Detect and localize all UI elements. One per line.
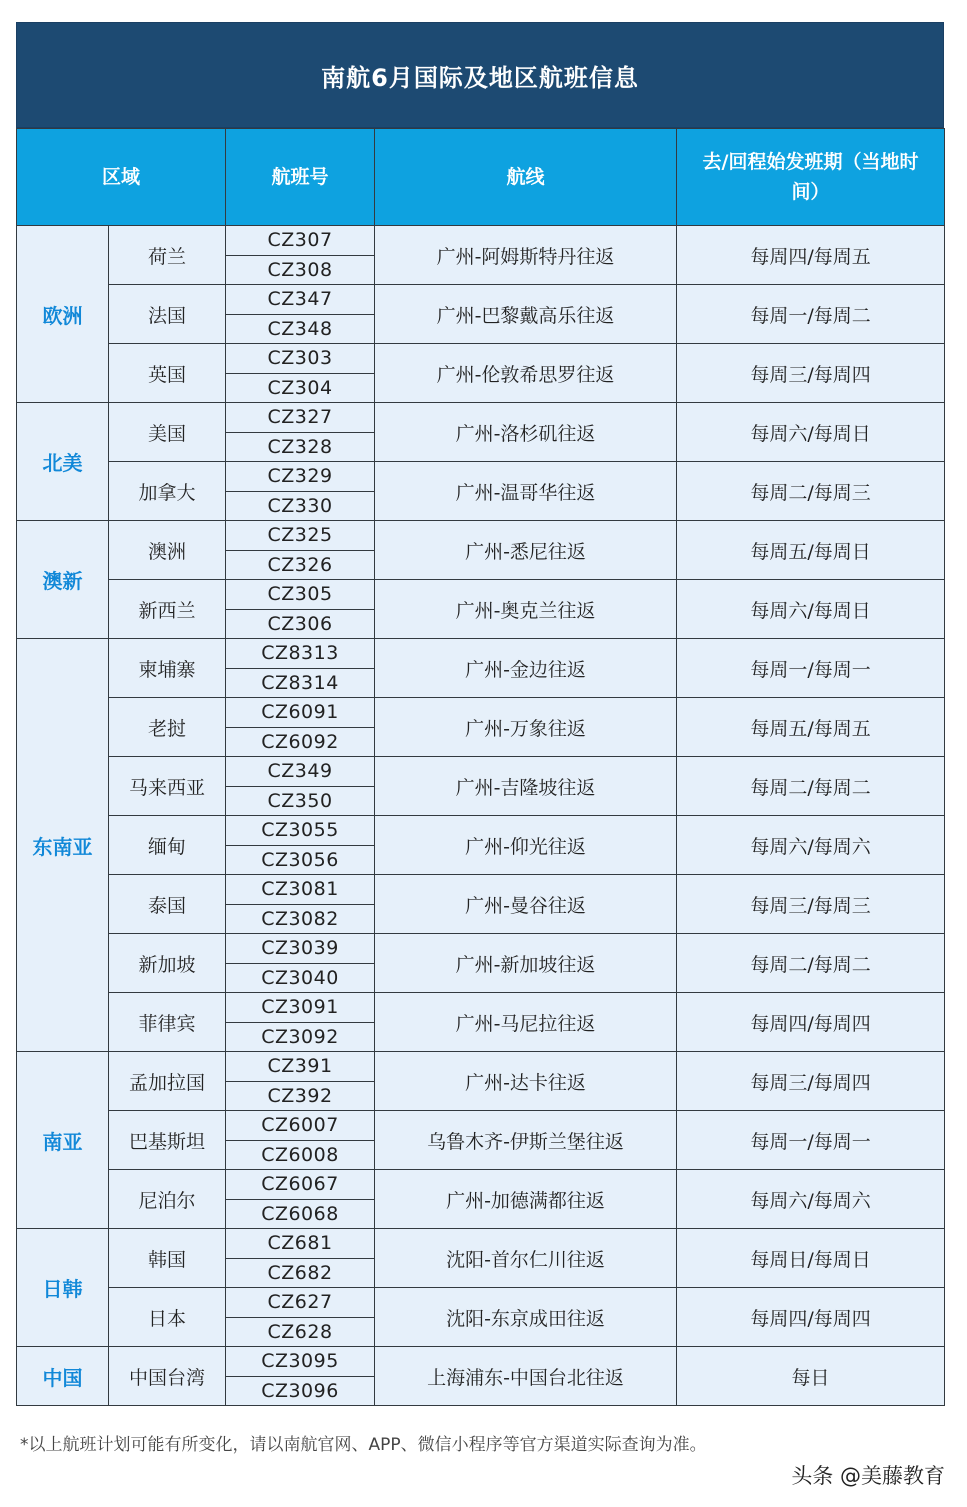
region-cell: 日韩 — [17, 1229, 109, 1347]
table-row — [17, 1170, 945, 1200]
schedule-cell: 每周二/每周二 — [677, 934, 945, 993]
flight-number-cell: CZ303 — [226, 344, 375, 374]
country-cell: 加拿大 — [109, 462, 226, 521]
table-row — [17, 462, 945, 492]
flight-number-cell: CZ391 — [226, 1052, 375, 1082]
header-route: 航线 — [375, 129, 677, 226]
table-body — [17, 226, 945, 1406]
flight-number-cell: CZ6091 — [226, 698, 375, 728]
flight-table — [16, 128, 945, 1406]
route-cell: 广州-伦敦希思罗往返 — [375, 344, 677, 403]
flight-number-cell: CZ6007 — [226, 1111, 375, 1141]
table-row — [17, 993, 945, 1023]
table-row — [17, 1229, 945, 1259]
flight-number-cell: CZ308 — [226, 255, 375, 285]
country-cell: 老挝 — [109, 698, 226, 757]
route-cell: 沈阳-首尔仁川往返 — [375, 1229, 677, 1288]
country-cell: 巴基斯坦 — [109, 1111, 226, 1170]
region-cell: 欧洲 — [17, 226, 109, 403]
schedule-cell: 每周三/每周四 — [677, 1052, 945, 1111]
table-row — [17, 875, 945, 905]
schedule-cell: 每周六/每周日 — [677, 580, 945, 639]
schedule-cell: 每周六/每周六 — [677, 1170, 945, 1229]
route-cell: 广州-金边往返 — [375, 639, 677, 698]
flight-number-cell: CZ305 — [226, 580, 375, 610]
flight-number-cell: CZ3095 — [226, 1347, 375, 1377]
flight-number-cell: CZ306 — [226, 609, 375, 639]
schedule-cell: 每周六/每周六 — [677, 816, 945, 875]
table-title: 南航6月国际及地区航班信息 — [16, 22, 944, 128]
header-region: 区域 — [17, 129, 226, 226]
route-cell: 广州-悉尼往返 — [375, 521, 677, 580]
table-row — [17, 639, 945, 669]
schedule-cell: 每周日/每周日 — [677, 1229, 945, 1288]
route-cell: 乌鲁木齐-伊斯兰堡往返 — [375, 1111, 677, 1170]
schedule-cell: 每日 — [677, 1347, 945, 1406]
table-row — [17, 285, 945, 315]
flight-info-table-container — [16, 22, 944, 1406]
country-cell: 泰国 — [109, 875, 226, 934]
schedule-cell: 每周三/每周四 — [677, 344, 945, 403]
watermark: 头条 @美藤教育 — [791, 1464, 945, 1488]
flight-number-cell: CZ3096 — [226, 1376, 375, 1406]
table-row — [17, 816, 945, 846]
flight-number-cell: CZ326 — [226, 550, 375, 580]
schedule-cell: 每周四/每周五 — [677, 226, 945, 285]
region-cell: 东南亚 — [17, 639, 109, 1052]
table-row — [17, 1111, 945, 1141]
route-cell: 广州-吉隆坡往返 — [375, 757, 677, 816]
country-cell: 韩国 — [109, 1229, 226, 1288]
country-cell: 柬埔寨 — [109, 639, 226, 698]
route-cell: 广州-温哥华往返 — [375, 462, 677, 521]
country-cell: 马来西亚 — [109, 757, 226, 816]
table-row — [17, 226, 945, 256]
schedule-cell: 每周二/每周三 — [677, 462, 945, 521]
country-cell: 荷兰 — [109, 226, 226, 285]
route-cell: 广州-达卡往返 — [375, 1052, 677, 1111]
flight-number-cell: CZ6008 — [226, 1140, 375, 1170]
table-row — [17, 757, 945, 787]
route-cell: 广州-仰光往返 — [375, 816, 677, 875]
country-cell: 新加坡 — [109, 934, 226, 993]
flight-number-cell: CZ392 — [226, 1081, 375, 1111]
flight-number-cell: CZ3056 — [226, 845, 375, 875]
country-cell: 美国 — [109, 403, 226, 462]
flight-number-cell: CZ8313 — [226, 639, 375, 669]
flight-number-cell: CZ327 — [226, 403, 375, 433]
country-cell: 新西兰 — [109, 580, 226, 639]
table-row — [17, 580, 945, 610]
country-cell: 法国 — [109, 285, 226, 344]
route-cell: 广州-曼谷往返 — [375, 875, 677, 934]
country-cell: 澳洲 — [109, 521, 226, 580]
country-cell: 缅甸 — [109, 816, 226, 875]
table-row — [17, 1288, 945, 1318]
region-cell: 澳新 — [17, 521, 109, 639]
flight-number-cell: CZ681 — [226, 1229, 375, 1259]
flight-number-cell: CZ328 — [226, 432, 375, 462]
route-cell: 上海浦东-中国台北往返 — [375, 1347, 677, 1406]
flight-number-cell: CZ349 — [226, 757, 375, 787]
route-cell: 沈阳-东京成田往返 — [375, 1288, 677, 1347]
route-cell: 广州-阿姆斯特丹往返 — [375, 226, 677, 285]
flight-number-cell: CZ6092 — [226, 727, 375, 757]
schedule-cell: 每周六/每周日 — [677, 403, 945, 462]
flight-number-cell: CZ307 — [226, 226, 375, 256]
footnote: *以上航班计划可能有所变化，请以南航官网、APP、微信小程序等官方渠道实际查询为准。 — [20, 1435, 707, 1455]
route-cell: 广州-洛杉矶往返 — [375, 403, 677, 462]
table-row — [17, 521, 945, 551]
schedule-cell: 每周一/每周二 — [677, 285, 945, 344]
header-schedule-line1: 去/回程始发班期（当地时 — [702, 151, 919, 173]
table-row — [17, 1052, 945, 1082]
region-cell: 北美 — [17, 403, 109, 521]
flight-number-cell: CZ3039 — [226, 934, 375, 964]
flight-number-cell: CZ3081 — [226, 875, 375, 905]
country-cell: 中国台湾 — [109, 1347, 226, 1406]
schedule-cell: 每周二/每周二 — [677, 757, 945, 816]
schedule-cell: 每周一/每周一 — [677, 1111, 945, 1170]
flight-number-cell: CZ330 — [226, 491, 375, 521]
region-cell: 中国 — [17, 1347, 109, 1406]
flight-number-cell: CZ628 — [226, 1317, 375, 1347]
header-row — [17, 129, 945, 226]
flight-number-cell: CZ627 — [226, 1288, 375, 1318]
flight-number-cell: CZ3092 — [226, 1022, 375, 1052]
schedule-cell: 每周五/每周五 — [677, 698, 945, 757]
country-cell: 菲律宾 — [109, 993, 226, 1052]
region-cell: 南亚 — [17, 1052, 109, 1229]
route-cell: 广州-加德满都往返 — [375, 1170, 677, 1229]
table-row — [17, 403, 945, 433]
country-cell: 孟加拉国 — [109, 1052, 226, 1111]
flight-number-cell: CZ350 — [226, 786, 375, 816]
route-cell: 广州-马尼拉往返 — [375, 993, 677, 1052]
flight-number-cell: CZ329 — [226, 462, 375, 492]
header-flight: 航班号 — [226, 129, 375, 226]
flight-number-cell: CZ6067 — [226, 1170, 375, 1200]
flight-number-cell: CZ347 — [226, 285, 375, 315]
flight-number-cell: CZ8314 — [226, 668, 375, 698]
flight-number-cell: CZ325 — [226, 521, 375, 551]
flight-number-cell: CZ348 — [226, 314, 375, 344]
table-row — [17, 698, 945, 728]
route-cell: 广州-巴黎戴高乐往返 — [375, 285, 677, 344]
schedule-cell: 每周一/每周一 — [677, 639, 945, 698]
schedule-cell: 每周四/每周四 — [677, 993, 945, 1052]
table-row — [17, 934, 945, 964]
schedule-cell: 每周四/每周四 — [677, 1288, 945, 1347]
flight-number-cell: CZ304 — [226, 373, 375, 403]
table-row — [17, 344, 945, 374]
country-cell: 英国 — [109, 344, 226, 403]
schedule-cell: 每周三/每周三 — [677, 875, 945, 934]
schedule-cell: 每周五/每周日 — [677, 521, 945, 580]
header-schedule — [677, 129, 945, 226]
country-cell: 尼泊尔 — [109, 1170, 226, 1229]
flight-number-cell: CZ3055 — [226, 816, 375, 846]
flight-number-cell: CZ682 — [226, 1258, 375, 1288]
flight-number-cell: CZ3040 — [226, 963, 375, 993]
flight-number-cell: CZ3091 — [226, 993, 375, 1023]
route-cell: 广州-奥克兰往返 — [375, 580, 677, 639]
route-cell: 广州-新加坡往返 — [375, 934, 677, 993]
flight-number-cell: CZ3082 — [226, 904, 375, 934]
table-row — [17, 1347, 945, 1377]
flight-number-cell: CZ6068 — [226, 1199, 375, 1229]
header-schedule-line2: 间） — [791, 181, 830, 203]
country-cell: 日本 — [109, 1288, 226, 1347]
route-cell: 广州-万象往返 — [375, 698, 677, 757]
